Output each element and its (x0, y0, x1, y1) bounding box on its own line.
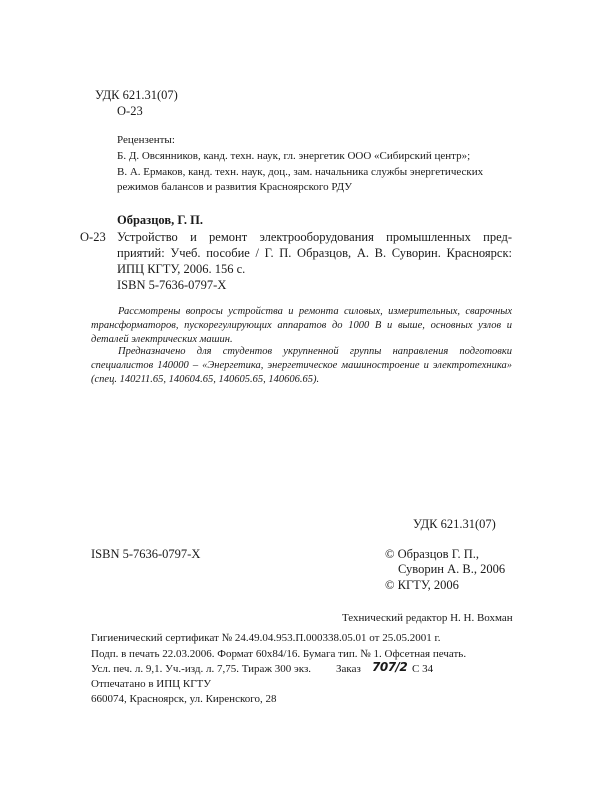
biblio-line-1: Устройство и ремонт электрооборудования промышленных пред- (117, 230, 512, 244)
biblio-author: Образцов, Г. П. (117, 213, 203, 227)
abstract-paragraph-2: Предназначено для студентов укрупненной группы направления подготовки специалистов 140000 – «Энергетика, энергетическое машиностроение и электротехника» (спец. 140211.65, 140604.65, 140605.65, 140606.65). (91, 346, 512, 385)
printed-at: Отпечатано в ИПЦ КГТУ (91, 678, 212, 690)
biblio-line-2: приятий: Учеб. пособие / Г. П. Образцов, А. В. Суворин. Красноярск: (117, 246, 512, 260)
hygiene-certificate: Гигиенический сертификат № 24.49.04.953.П.000338.05.01 от 25.05.2001 г. (91, 632, 441, 644)
abstract-paragraph-1: Рассмотрены вопросы устройства и ремонта силовых, измерительных, сварочных трансформаторов, пускорегулирующих аппаратов до 1000 В и выше, основных узлов и деталей электрических машин. (91, 306, 512, 345)
biblio-line-3: ИПЦ КГТУ, 2006. 156 с. (117, 262, 246, 276)
order-number-handwritten: 707/2 (372, 660, 408, 674)
biblio-code: О-23 (80, 230, 106, 244)
udk-code: УДК 621.31(07) (95, 88, 178, 102)
print-details: Подп. в печать 22.03.2006. Формат 60x84/16. Бумага тип. № 1. Офсетная печать. (91, 648, 467, 660)
copyright-author-1: © Образцов Г. П., (385, 547, 480, 561)
printer-address: 660074, Красноярск, ул. Киренского, 28 (91, 693, 277, 705)
copyright-udk: УДК 621.31(07) (413, 517, 496, 531)
order-label: Заказ (336, 663, 361, 675)
sheets-circulation: Усл. печ. л. 9,1. Уч.-изд. л. 7,75. Тираж 300 экз. (91, 663, 312, 675)
copyright-isbn: ISBN 5-7636-0797-X (91, 547, 201, 561)
reviewers-heading: Рецензенты: (117, 134, 175, 146)
reviewer-1: Б. Д. Овсянников, канд. техн. наук, гл. энергетик ООО «Сибирский центр»; (117, 150, 471, 162)
reviewer-2-line-2: режимов балансов и развития Красноярского РДУ (117, 181, 353, 193)
technical-editor: Технический редактор Н. Н. Вохман (342, 612, 513, 624)
copyright-author-2: Суворин А. В., 2006 (398, 562, 506, 576)
class-code: О-23 (117, 104, 143, 118)
reviewer-2-line-1: В. А. Ермаков, канд. техн. наук, доц., зам. начальника службы энергетических (117, 166, 484, 178)
biblio-isbn: ISBN 5-7636-0797-X (117, 278, 227, 292)
order-code: С 34 (412, 663, 434, 675)
copyright-publisher: © КГТУ, 2006 (385, 578, 459, 592)
